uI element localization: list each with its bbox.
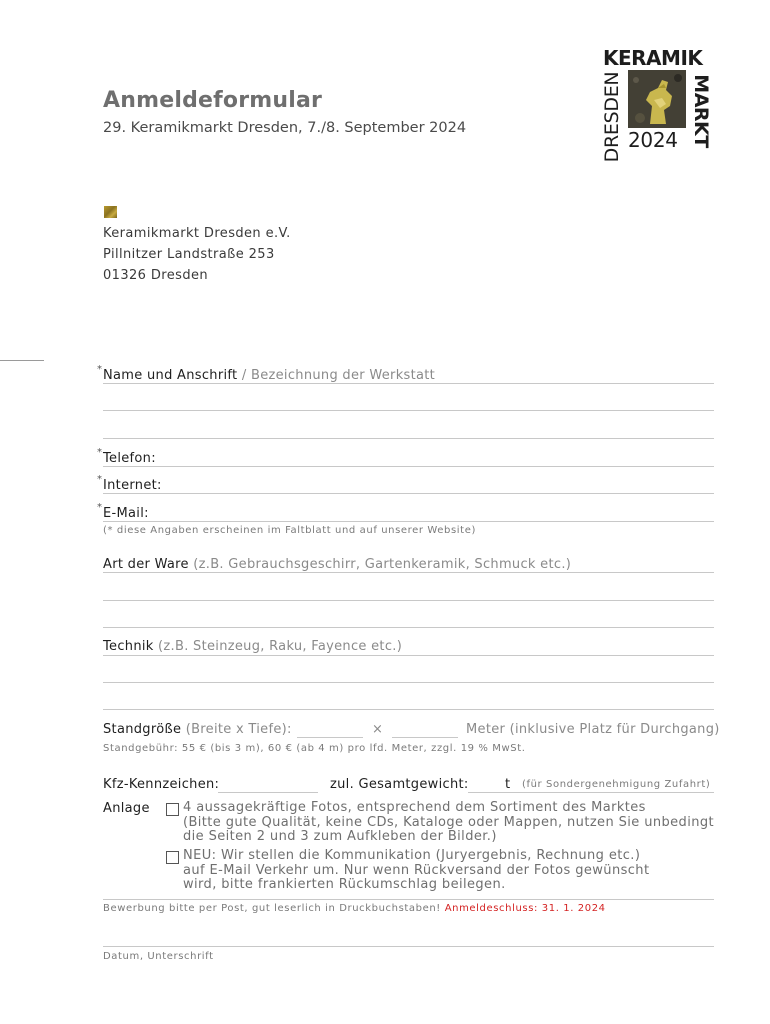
stand-label: Standgröße <box>103 722 182 737</box>
email-line[interactable] <box>103 521 714 522</box>
technik-label: Technik <box>103 639 154 654</box>
logo-word-markt: MARKT <box>690 74 712 148</box>
technik-line-3[interactable] <box>103 709 714 710</box>
ware-line-2[interactable] <box>103 600 714 601</box>
required-star: * <box>97 364 102 375</box>
kfz-label: Kfz-Kennzeichen: <box>103 777 220 792</box>
page-title: Anmeldeformular <box>103 88 323 113</box>
name-label: Name und Anschrift <box>103 368 238 383</box>
name-line-3[interactable] <box>103 438 714 439</box>
small-logo-icon <box>104 206 117 218</box>
page-subtitle: 29. Keramikmarkt Dresden, 7./8. September 2024 <box>103 120 467 136</box>
logo-word-dresden-wrap <box>598 71 626 162</box>
anlage-email-line: auf E-Mail Verkehr um. Nur wenn Rückversand der Fotos gewünscht <box>183 862 650 878</box>
anlage-label: Anlage <box>103 801 150 816</box>
deadline-text: Anmeldeschluss: 31. 1. 2024 <box>444 903 606 914</box>
telefon-line[interactable] <box>103 466 714 467</box>
anlage-photos-checkbox[interactable] <box>166 803 179 816</box>
footer-note-text: Bewerbung bitte per Post, gut leserlich in Druckbuchstaben! <box>103 903 445 914</box>
separator-line <box>103 899 714 900</box>
ware-line-1[interactable] <box>103 572 714 573</box>
name-line-2[interactable] <box>103 410 714 411</box>
required-star: * <box>97 447 102 458</box>
technik-field-label <box>103 639 402 654</box>
anlage-email-text <box>183 849 649 893</box>
internet-label: Internet: <box>103 478 162 493</box>
footer-note <box>103 903 606 914</box>
anlage-photos-line: die Seiten 2 und 3 zum Aufkleben der Bilder.) <box>183 829 497 844</box>
signature-label: Datum, Unterschrift <box>103 951 214 962</box>
name-field-label <box>103 368 435 383</box>
logo-year: 2024 <box>628 128 678 152</box>
weight-note: (für Sondergenehmigung Zufahrt) <box>522 779 711 790</box>
stand-unit: Meter (inklusive Platz für Durchgang) <box>466 722 720 737</box>
email-label: E-Mail: <box>103 506 149 521</box>
fee-note: Standgebühr: 55 € (bis 3 m), 60 € (ab 4 m) pro lfd. Meter, zzgl. 19 % MwSt. <box>103 743 526 754</box>
logo-word-markt-wrap <box>686 68 716 154</box>
logo-figure-image <box>628 70 686 128</box>
address-line-1: Keramikmarkt Dresden e.V. <box>103 226 291 241</box>
anlage-photos-line: (Bitte gute Qualität, keine CDs, Kataloge oder Mappen, nutzen Sie unbedingt <box>183 814 714 830</box>
required-star: * <box>97 474 102 485</box>
internet-line[interactable] <box>103 493 714 494</box>
anlage-photos-text <box>183 801 714 845</box>
fold-mark <box>0 360 44 361</box>
stand-times-sign: × <box>372 722 384 737</box>
ware-field-label <box>103 557 571 572</box>
stand-depth-field[interactable] <box>392 737 458 738</box>
logo-word-dresden: DRESDEN <box>601 71 623 162</box>
technik-hint: (z.B. Steinzeug, Raku, Fayence etc.) <box>153 639 403 654</box>
kfz-field[interactable] <box>218 792 318 793</box>
weight-unit: t <box>505 777 511 792</box>
publish-note: (* diese Angaben erscheinen im Faltblatt und auf unserer Website) <box>103 525 476 536</box>
ware-label: Art der Ware <box>103 557 189 572</box>
weight-label: zul. Gesamtgewicht: <box>330 777 469 792</box>
anlage-email-line: wird, bitte frankierten Rückumschlag beilegen. <box>183 877 506 892</box>
stand-field-label <box>103 722 292 737</box>
technik-line-2[interactable] <box>103 682 714 683</box>
ware-line-3[interactable] <box>103 627 714 628</box>
technik-line-1[interactable] <box>103 655 714 656</box>
required-star: * <box>97 502 102 513</box>
weight-field[interactable] <box>468 792 714 793</box>
logo-word-keramik: KERAMIK <box>603 46 703 70</box>
telefon-label: Telefon: <box>103 451 156 466</box>
name-line-1[interactable] <box>103 383 714 384</box>
ware-hint: (z.B. Gebrauchsgeschirr, Gartenkeramik, Schmuck etc.) <box>188 557 572 572</box>
address-line-2: Pillnitzer Landstraße 253 <box>103 247 275 262</box>
stand-hint: (Breite x Tiefe): <box>181 722 292 737</box>
address-line-3: 01326 Dresden <box>103 268 209 283</box>
name-hint: / Bezeichnung der Werkstatt <box>237 368 436 383</box>
ceramic-figure-icon <box>628 70 686 128</box>
anlage-photos-line: 4 aussagekräftige Fotos, entsprechend dem Sortiment des Marktes <box>183 800 646 815</box>
stand-width-field[interactable] <box>297 737 363 738</box>
anlage-email-line: NEU: Wir stellen die Kommunikation (Juryergebnis, Rechnung etc.) <box>183 848 641 863</box>
signature-line[interactable] <box>103 946 714 947</box>
anlage-email-checkbox[interactable] <box>166 851 179 864</box>
